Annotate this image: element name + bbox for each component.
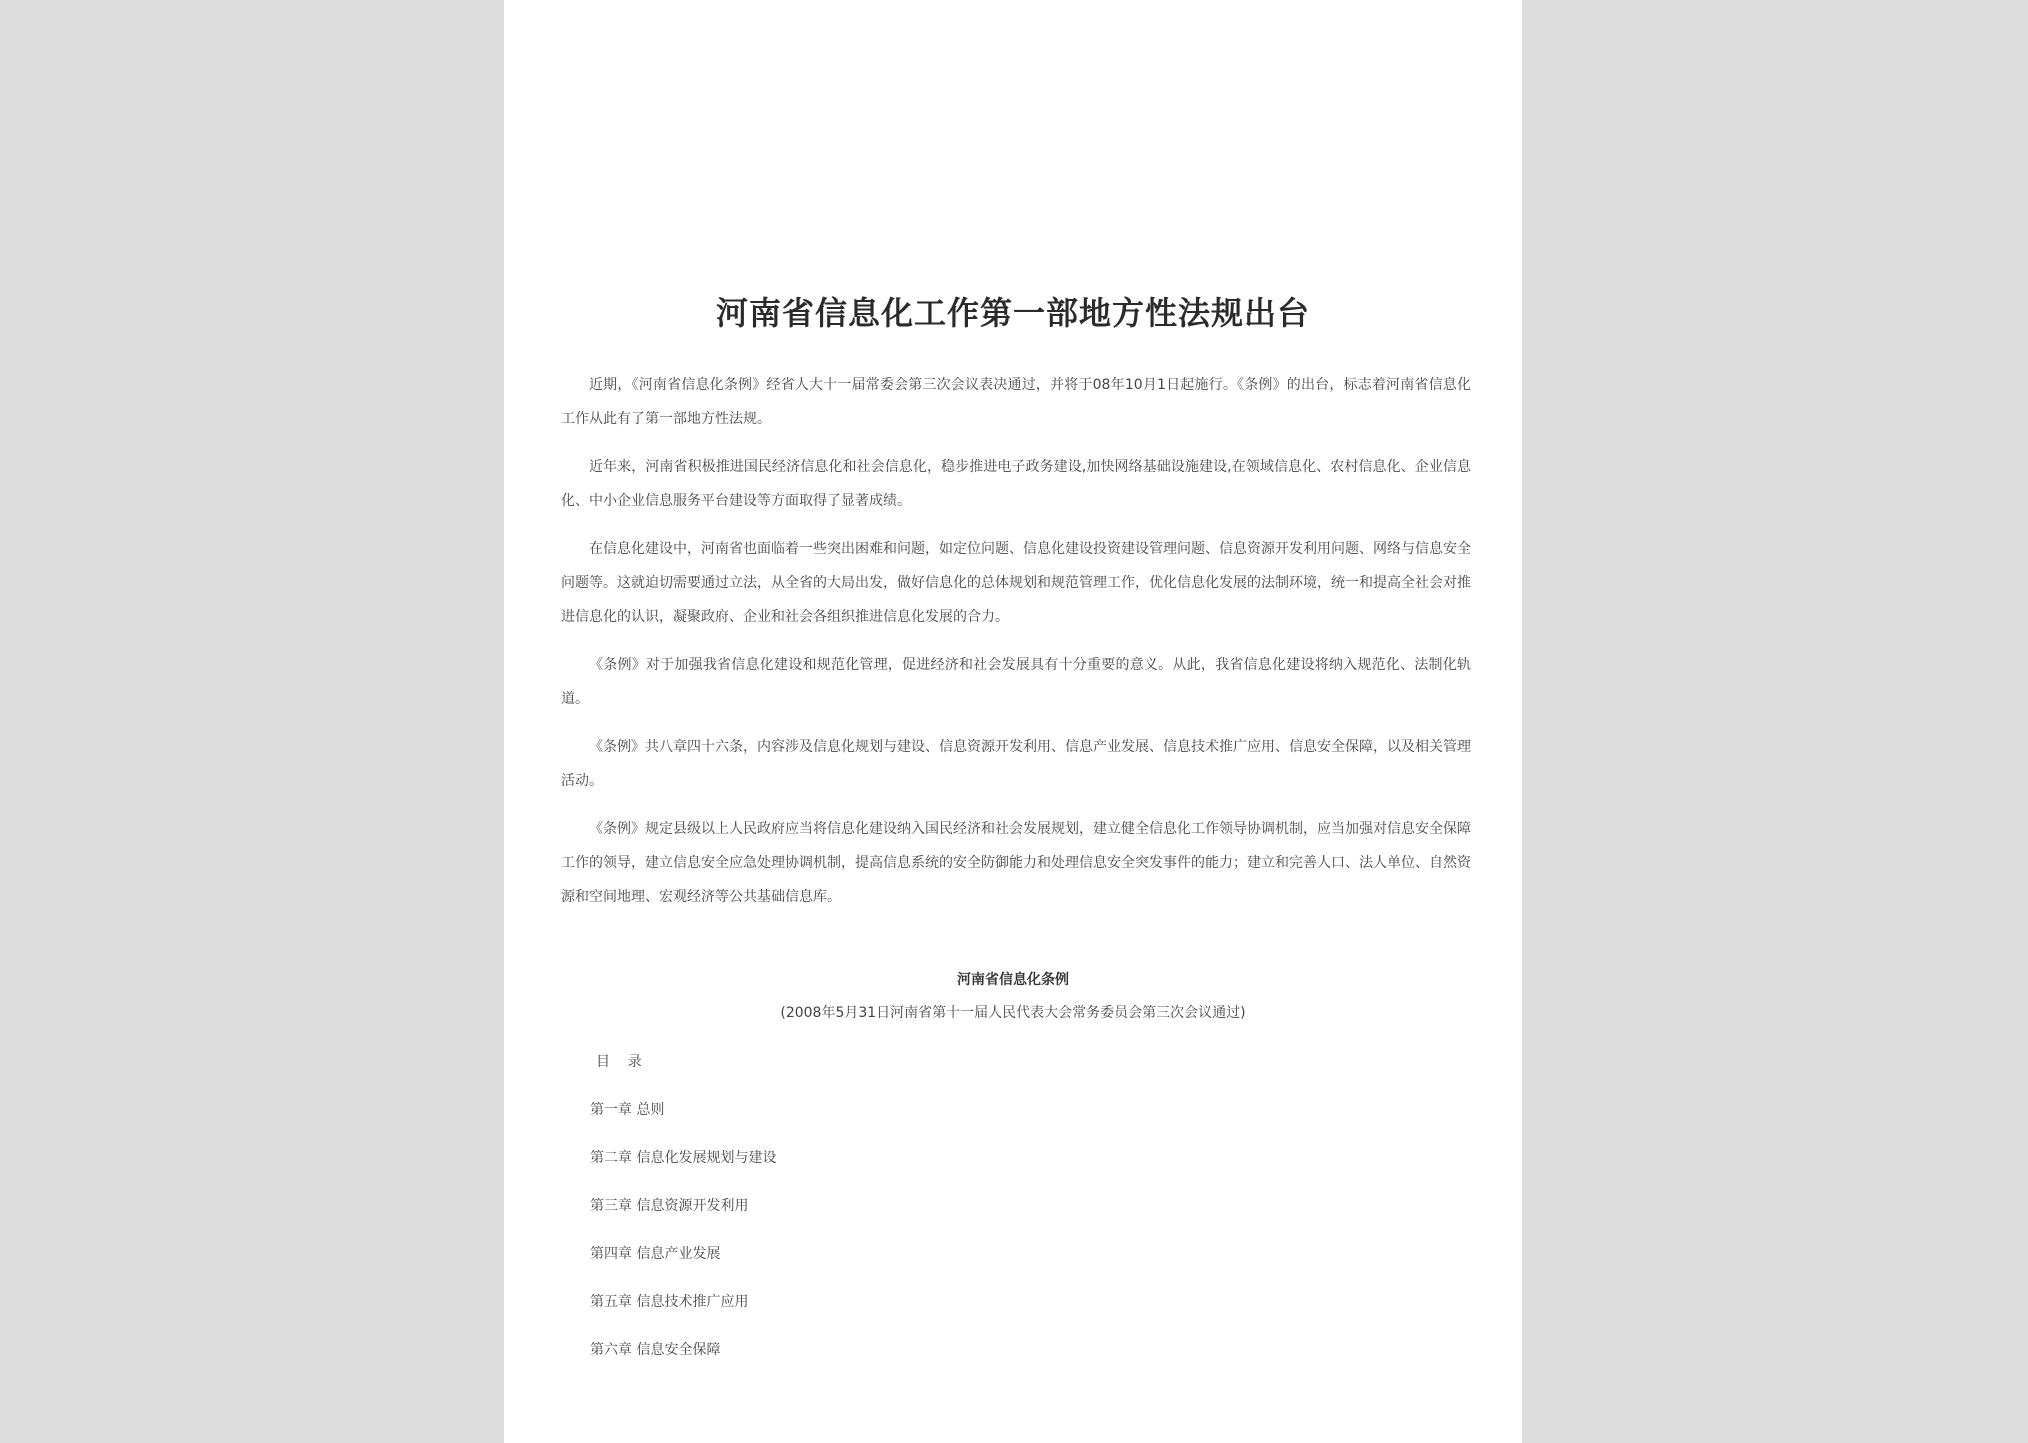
paragraph: 近期，《河南省信息化条例》经省人大十一届常委会第三次会议表决通过，并将于08年10月1日起施行。《条例》的出台，标志着河南省信息化工作从此有了第一部地方性法规。 bbox=[561, 377, 1471, 427]
table-of-contents bbox=[590, 1048, 1290, 1384]
toc-item-chapter-2[interactable]: 第二章 信息化发展规划与建设 bbox=[590, 1150, 777, 1166]
toc-item-chapter-3[interactable]: 第三章 信息资源开发利用 bbox=[590, 1198, 749, 1214]
toc-heading: 目 录 bbox=[596, 1054, 642, 1070]
document-title: 河南省信息化工作第一部地方性法规出台 bbox=[715, 294, 1310, 332]
toc-item-chapter-5[interactable]: 第五章 信息技术推广应用 bbox=[590, 1294, 749, 1310]
paragraph: 《条例》规定县级以上人民政府应当将信息化建设纳入国民经济和社会发展规划，建立健全信息化工作领导协调机制，应当加强对信息安全保障工作的领导，建立信息安全应急处理协调机制，提高信息系统的安全防御能力和处理信息安全突发事件的能力；建立和完善人口、法人单位、自然资源和空间地理、宏观经济等公共基础信息库。 bbox=[561, 821, 1471, 905]
paragraph: 《条例》共八章四十六条，内容涉及信息化规划与建设、信息资源开发利用、信息产业发展、信息技术推广应用、信息安全保障，以及相关管理活动。 bbox=[561, 739, 1471, 789]
regulation-title: 河南省信息化条例 bbox=[957, 972, 1069, 988]
document-page bbox=[504, 0, 1522, 1443]
article-body bbox=[561, 368, 1471, 928]
toc-item-chapter-4[interactable]: 第四章 信息产业发展 bbox=[590, 1246, 721, 1262]
toc-item-chapter-1[interactable]: 第一章 总则 bbox=[590, 1102, 665, 1118]
toc-item-chapter-6[interactable]: 第六章 信息安全保障 bbox=[590, 1342, 721, 1358]
paragraph: 在信息化建设中，河南省也面临着一些突出困难和问题，如定位问题、信息化建设投资建设管理问题、信息资源开发利用问题、网络与信息安全问题等。这就迫切需要通过立法，从全省的大局出发，做好信息化的总体规划和规范管理工作，优化信息化发展的法制环境，统一和提高全社会对推进信息化的认识，凝聚政府、企业和社会各组织推进信息化发展的合力。 bbox=[561, 541, 1471, 625]
regulation-note: (2008年5月31日河南省第十一届人民代表大会常务委员会第三次会议通过) bbox=[780, 1005, 1246, 1021]
paragraph: 《条例》对于加强我省信息化建设和规范化管理，促进经济和社会发展具有十分重要的意义。从此，我省信息化建设将纳入规范化、法制化轨道。 bbox=[561, 657, 1471, 707]
paragraph: 近年来，河南省积极推进国民经济信息化和社会信息化，稳步推进电子政务建设,加快网络基础设施建设,在领域信息化、农村信息化、企业信息化、中小企业信息服务平台建设等方面取得了显著成绩。 bbox=[561, 459, 1471, 509]
